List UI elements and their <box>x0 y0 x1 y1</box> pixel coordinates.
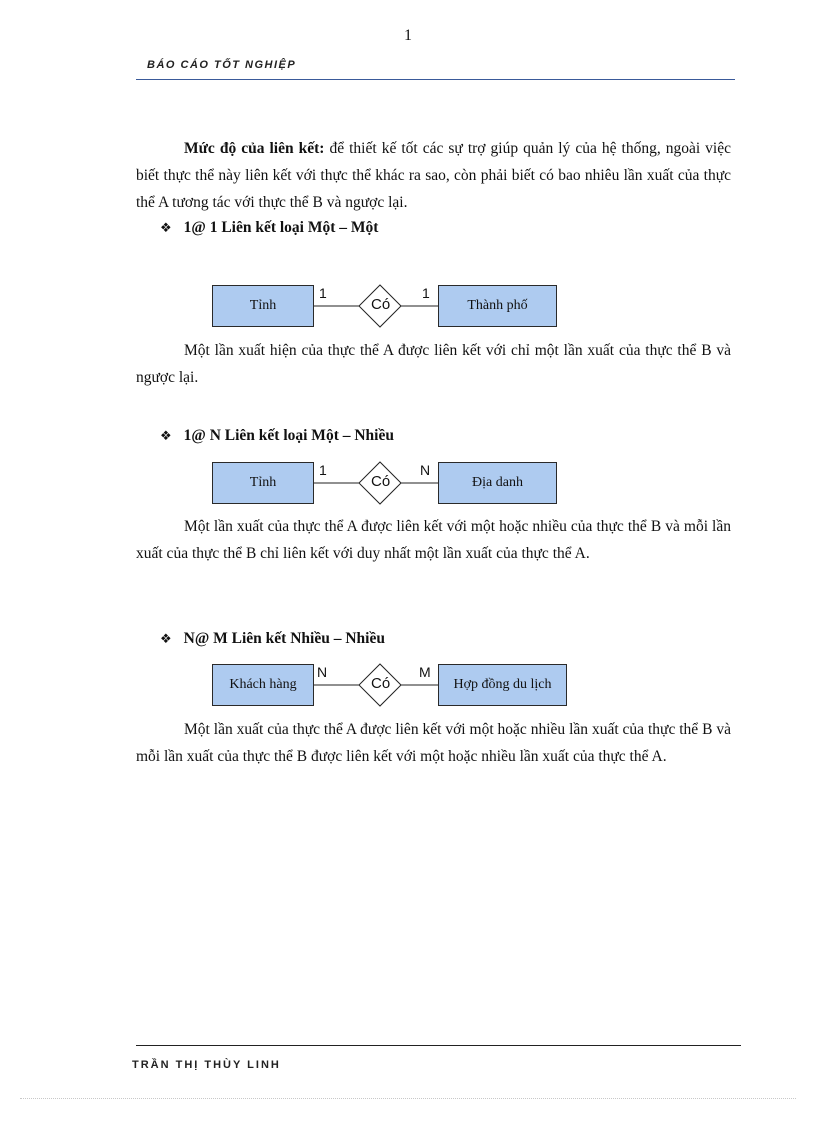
cardinality-left: N <box>317 664 328 680</box>
section-3-diagram <box>200 664 570 714</box>
footer-author: TRẦN THỊ THÙY LINH <box>132 1059 281 1071</box>
relationship-label: Có <box>371 296 391 313</box>
section-3-heading <box>160 630 385 648</box>
entity-left: Khách hàng <box>212 664 314 706</box>
entity-right: Địa danh <box>438 462 557 504</box>
section-2-diagram <box>200 462 570 512</box>
section-2-description <box>136 513 731 567</box>
section-1-description <box>136 337 731 391</box>
page-number: 1 <box>404 27 412 44</box>
section-2-heading-text: 1@ N Liên kết loại Một – Nhiều <box>183 427 394 444</box>
section-2-description-text: Một lần xuất của thực thể A được liên kết với một hoặc nhiều của thực thể B và mỗi lần xuất của thực thể B chỉ liên kết với duy nhất một lần xuất của thực thể A. <box>136 518 731 562</box>
section-1-heading-text: 1@ 1 Liên kết loại Một – Một <box>183 219 379 236</box>
entity-left: Tỉnh <box>212 285 314 327</box>
cardinality-right: 1 <box>422 285 430 301</box>
section-3-description <box>136 716 731 770</box>
header-title: BÁO CÁO TỐT NGHIỆP <box>147 59 297 71</box>
cardinality-left: 1 <box>319 462 327 478</box>
header-rule <box>136 79 735 80</box>
section-1-description-text: Một lần xuất hiện của thực thể A được liên kết với chỉ một lần xuất của thực thể B và ngược lại. <box>136 342 731 386</box>
diamond-bullet-icon: ❖ <box>160 631 172 646</box>
relationship-label: Có <box>371 473 391 490</box>
section-3-description-text: Một lần xuất của thực thể A được liên kết với một hoặc nhiều lần xuất của thực thể B và mỗi lần xuất của thực thể B được liên kết với một hoặc nhiều lần xuất của thực thể A. <box>136 721 731 765</box>
intro-lead: Mức độ của liên kết: <box>184 140 325 157</box>
relationship-label: Có <box>371 675 391 692</box>
intro-paragraph <box>136 135 731 216</box>
section-3-heading-text: N@ M Liên kết Nhiều – Nhiều <box>183 630 385 647</box>
entity-left: Tỉnh <box>212 462 314 504</box>
diamond-bullet-icon: ❖ <box>160 428 172 443</box>
section-1-heading <box>160 219 378 237</box>
intro-text: để thiết kế tốt các sự trợ giúp quản lý của hệ thống, ngoài việc biết thực thể này liên kết với thực thể khác ra sao, còn phải biết có bao nhiêu lần xuất của thực thể A tương tác với thực thể B và ngược lại. <box>136 140 731 211</box>
section-1-diagram <box>200 285 570 335</box>
entity-right: Hợp đồng du lịch <box>438 664 567 706</box>
footer-rule <box>136 1045 741 1046</box>
page-bottom-border <box>20 1098 796 1099</box>
cardinality-right: M <box>419 664 431 680</box>
cardinality-left: 1 <box>319 285 327 301</box>
diamond-bullet-icon: ❖ <box>160 220 172 235</box>
cardinality-right: N <box>420 462 431 478</box>
section-2-heading <box>160 427 394 445</box>
entity-right: Thành phố <box>438 285 557 327</box>
